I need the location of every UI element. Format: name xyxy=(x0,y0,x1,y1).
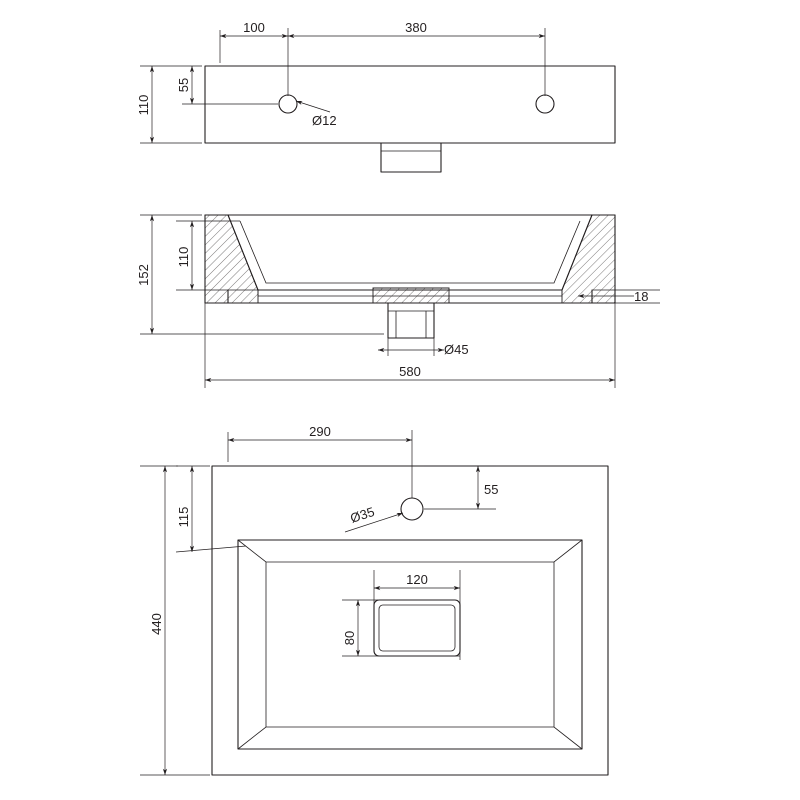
view-front-section xyxy=(136,215,660,388)
view-plan xyxy=(140,424,608,775)
dimlabel-152: 152 xyxy=(136,264,151,286)
section-bowl-inner xyxy=(228,215,592,290)
section-waste-spigot xyxy=(388,303,434,338)
plan-waste-slot-inner xyxy=(379,605,455,651)
plan-bowl-slope-top xyxy=(238,540,582,562)
dimlabel-80: 80 xyxy=(342,630,357,646)
dimlabel-55-rear: 55 xyxy=(176,77,191,93)
dimlabel-115: 115 xyxy=(176,506,191,528)
leader-dia12 xyxy=(296,101,330,112)
ext-115-bot xyxy=(176,546,246,552)
tap-hole-left xyxy=(279,95,297,113)
plan-tap-hole xyxy=(401,498,423,520)
dimlabel-110-rear: 110 xyxy=(136,94,151,116)
dimlabel-100: 100 xyxy=(243,20,265,35)
dimlabel-110-sec: 110 xyxy=(176,246,191,268)
tap-hole-right xyxy=(536,95,554,113)
plan-bowl-slope-bottom xyxy=(238,727,582,749)
plan-outer-rim xyxy=(212,466,608,775)
dimlabel-55-plan: 55 xyxy=(484,482,499,497)
dimlabel-dia35: Ø35 xyxy=(348,503,377,526)
dimlabel-dia45: Ø45 xyxy=(444,342,469,357)
dimlabel-440: 440 xyxy=(149,613,164,635)
dimlabel-380: 380 xyxy=(405,20,427,35)
dimlabel-580: 580 xyxy=(399,364,421,379)
plan-waste-slot xyxy=(374,600,460,656)
view-rear-elevation xyxy=(136,20,615,172)
waste-spigot-rear xyxy=(381,143,441,172)
section-waste-hatch xyxy=(373,288,449,303)
dimlabel-290: 290 xyxy=(309,424,331,439)
section-bowl-inner2 xyxy=(240,221,580,283)
dimlabel-120: 120 xyxy=(406,572,428,587)
dimlabel-dia12: Ø12 xyxy=(312,113,337,128)
dimlabel-18: 18 xyxy=(634,289,649,304)
